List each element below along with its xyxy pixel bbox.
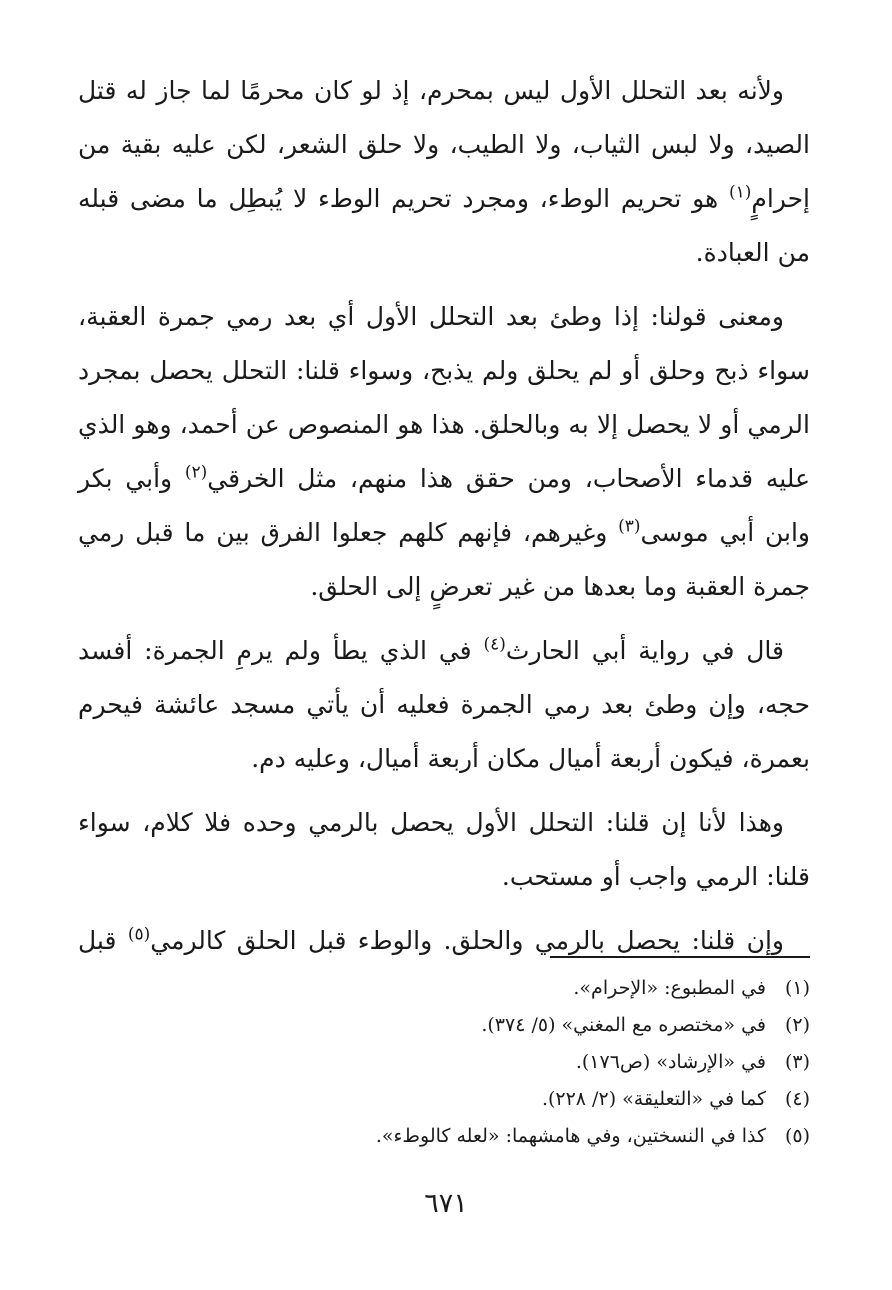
footnote-ref-1: (١) xyxy=(728,182,752,203)
footnote-number: (٥) xyxy=(784,1125,810,1147)
footnote-number: (٤) xyxy=(784,1088,810,1110)
footnote-text: في «مختصره مع المغني» (٥/ ٣٧٤). xyxy=(481,1014,766,1036)
footnote-4 xyxy=(78,1081,810,1118)
page-number: ٦٧١ xyxy=(424,1188,468,1219)
footnote-ref-3: (٣) xyxy=(618,516,641,537)
paragraph-1 xyxy=(78,64,810,280)
footnote-ref-5: (٥) xyxy=(127,924,151,945)
paragraph-2-text-b: وأبي بكر وابن أبي موسى xyxy=(78,464,811,547)
footnote-text: كما في «التعليقة» (٢/ ٢٢٨). xyxy=(541,1088,766,1110)
footnote-3 xyxy=(78,1044,810,1081)
paragraph-4 xyxy=(78,796,810,904)
paragraph-2-text-c: وغيرهم، فإنهم كلهم جعلوا الفرق بين ما قبل رمي جمرة العقبة وما بعدها من غير تعرضٍ إلى الحلق. xyxy=(78,518,810,601)
footnote-ref-2: (٢) xyxy=(184,462,208,483)
footnote-2 xyxy=(78,1007,810,1044)
paragraph-3-text-b: في الذي يطأ ولم يرمِ الجمرة: أفسد حجه، وإن وطئ بعد رمي الجمرة فعليه أن يأتي مسجد عائشة فيحرم بعمرة، فيكون أربعة أميال مكان أربعة أميال، وعليه دم. xyxy=(78,636,810,773)
footnote-number: (٢) xyxy=(784,1014,810,1036)
footnote-ref-4: (٤) xyxy=(483,634,506,655)
footnote-text: في المطبوع: «الإحرام». xyxy=(573,977,766,999)
paragraph-5-text-b: قبل xyxy=(78,926,128,955)
paragraph-5-text-a: وإن قلنا: يحصل بالرمي والحلق. والوطء قبل الحلق كالرمي xyxy=(150,926,785,955)
footnote-number: (١) xyxy=(784,977,810,999)
paragraph-2 xyxy=(78,290,810,614)
footnote-text: كذا في النسختين، وفي هامشهما: «لعله كالوطء». xyxy=(375,1125,766,1147)
footnote-5 xyxy=(78,1118,810,1155)
footnote-1 xyxy=(78,970,810,1007)
paragraph-2-text-a: ومعنى قولنا: إذا وطئ بعد التحلل الأول أي بعد رمي جمرة العقبة، سواء ذبح وحلق أو لم يحلق ولم يذبح، وسواء قلنا: التحلل يحصل بمجرد الرمي أو لا يحصل إلا به وبالحلق. هذا هو المنصوص عن أحمد، وهو الذي عليه قدماء الأصحاب، ومن حقق هذا منهم، مثل الخرقي xyxy=(78,302,810,493)
footnote-divider xyxy=(550,956,810,958)
paragraph-4-text: وهذا لأنا إن قلنا: التحلل الأول يحصل بالرمي وحده فلا كلام، سواء قلنا: الرمي واجب أو مستحب. xyxy=(78,808,810,891)
footnotes-list xyxy=(78,970,810,1155)
main-text xyxy=(78,64,810,978)
paragraph-3 xyxy=(78,624,810,786)
paragraph-3-text-a: قال في رواية أبي الحارث xyxy=(505,636,784,665)
paragraph-1-text-b: هو تحريم الوطء، ومجرد تحريم الوطء لا يُبطِل ما مضى قبله من العبادة. xyxy=(78,184,810,267)
footnote-number: (٣) xyxy=(784,1051,810,1073)
paragraph-1-text-a: ولأنه بعد التحلل الأول ليس بمحرم، إذ لو كان محرمًا لما جاز له قتل الصيد، ولا لبس الثياب، ولا الطيب، ولا حلق الشعر، لكن عليه بقية من إحرامٍ xyxy=(78,76,810,213)
paragraph-5 xyxy=(78,914,810,968)
footnote-text: في «الإرشاد» (ص١٧٦). xyxy=(575,1051,766,1073)
